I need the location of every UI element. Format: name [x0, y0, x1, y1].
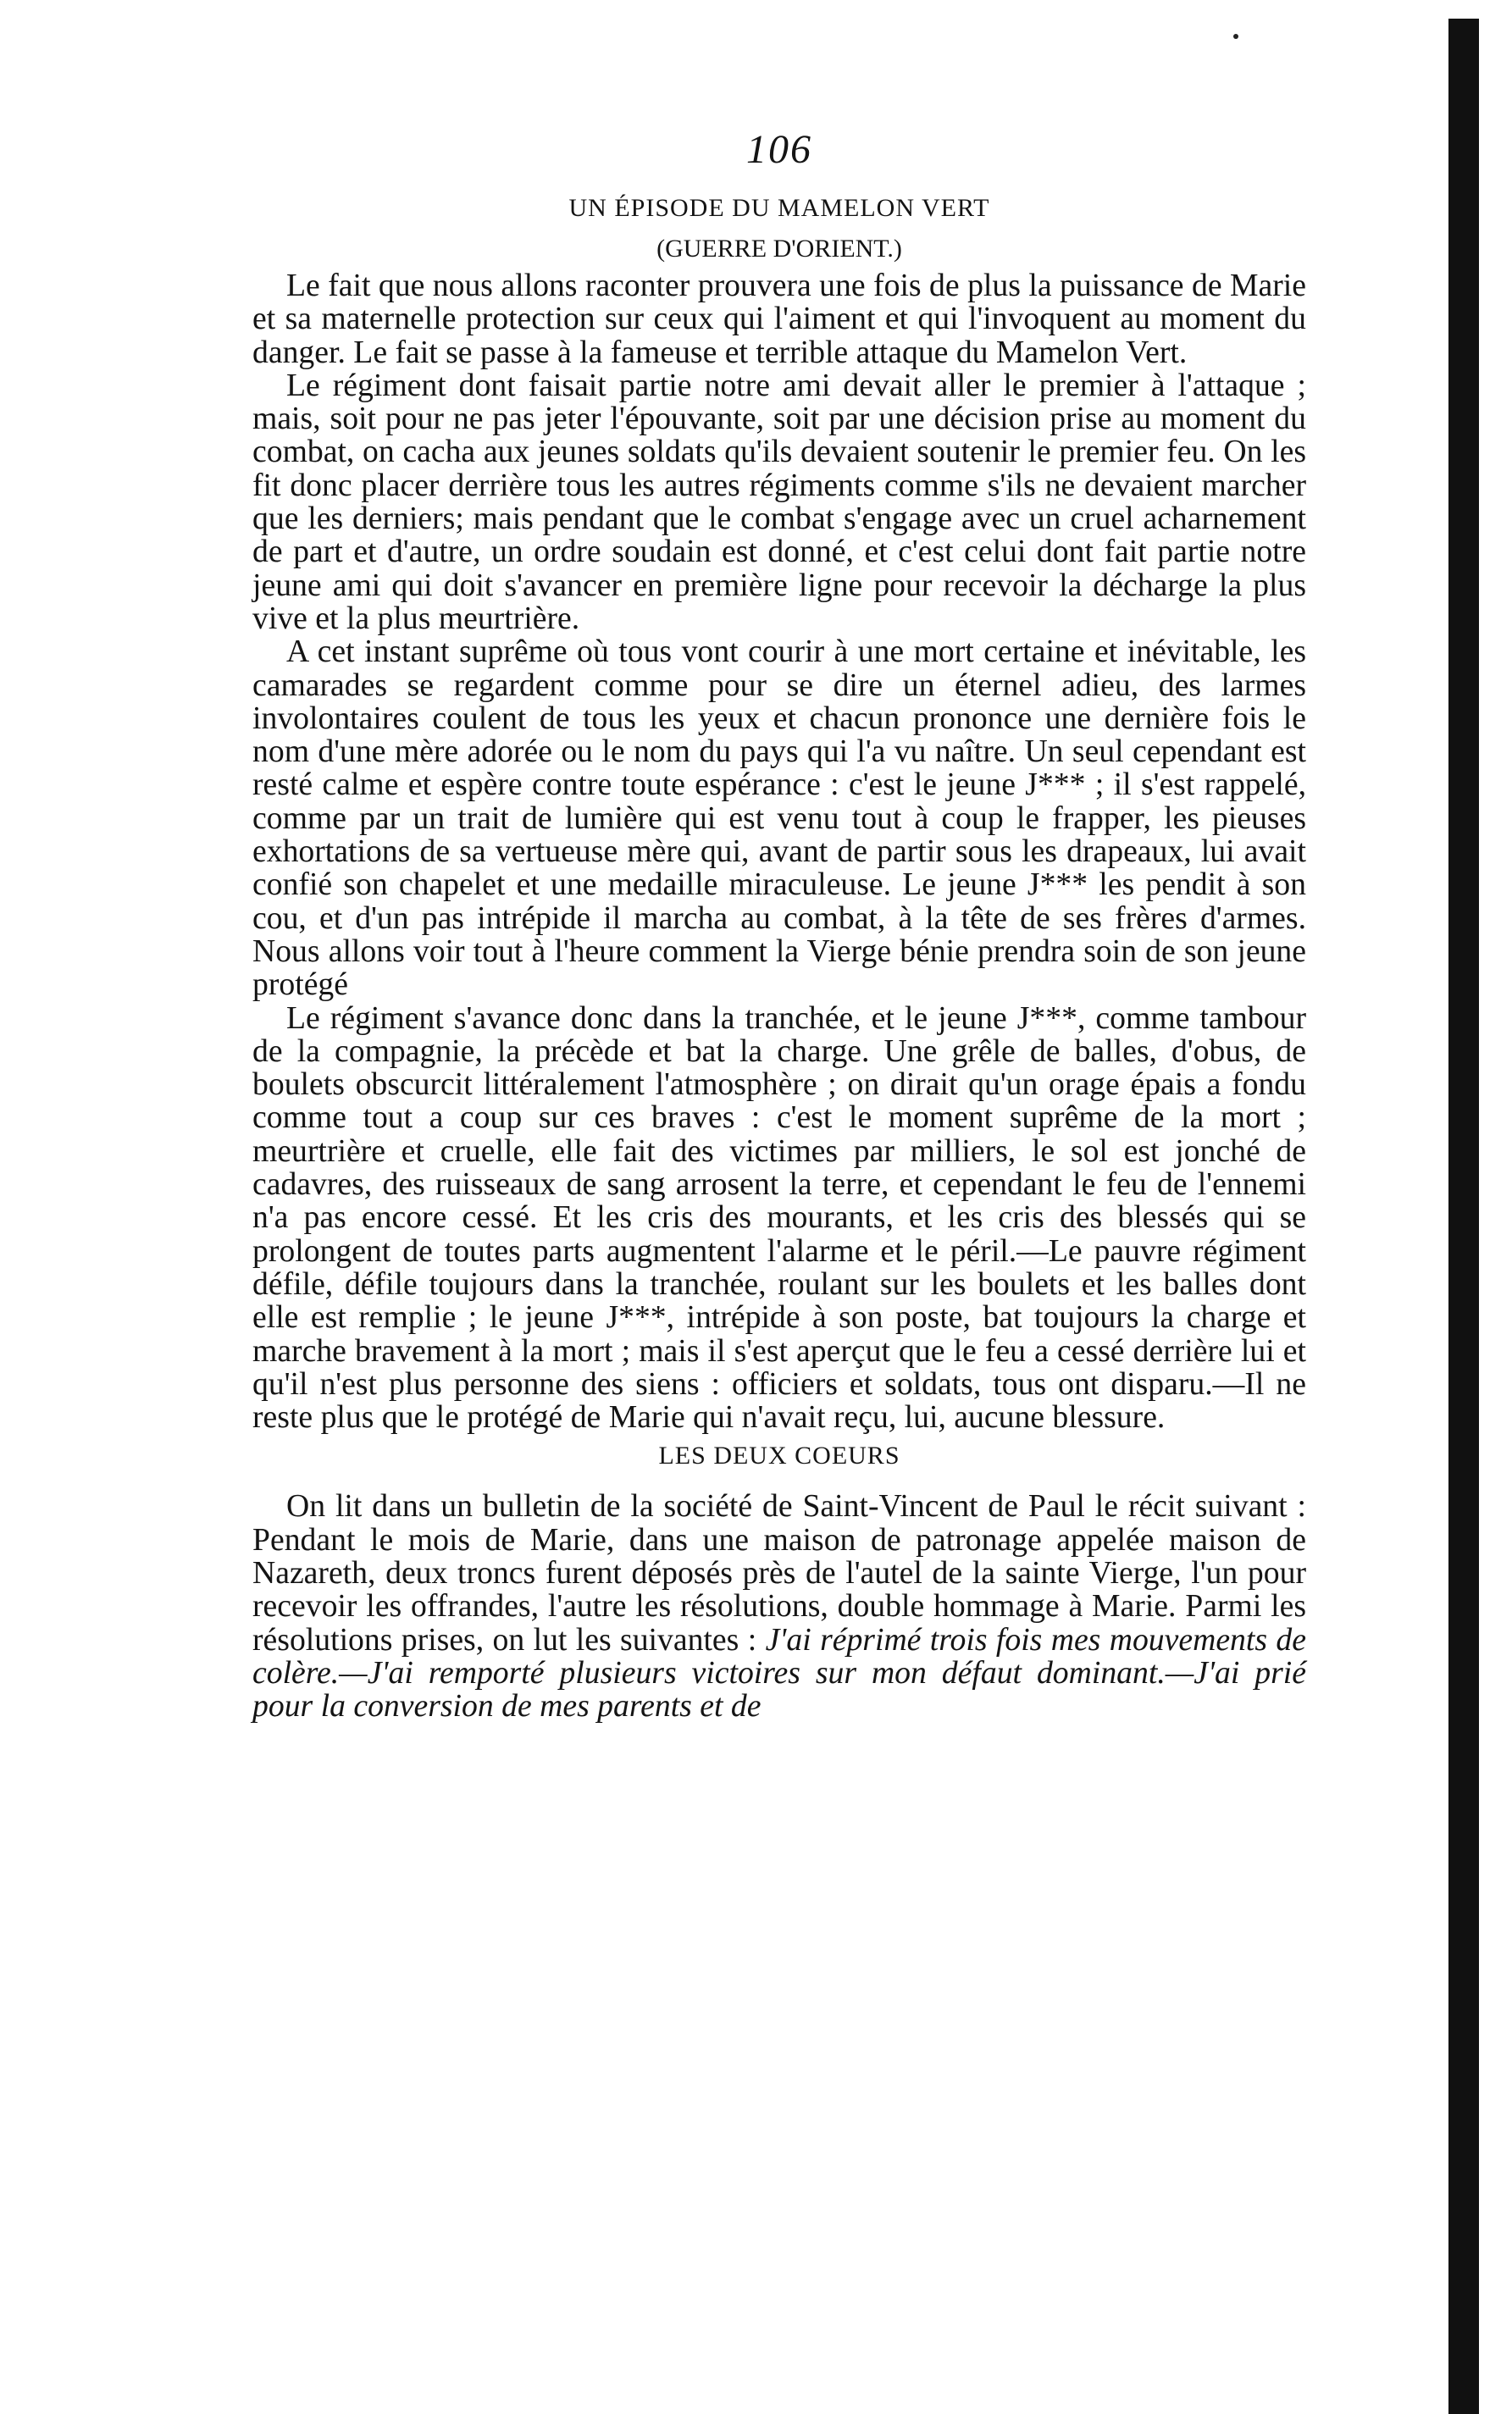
paragraph-5-plain: On lit dans un bulletin de la société de Saint-Vincent de Paul le récit suivant : Pendant le mois de Marie, dans une maison de patronage appelée maison de Nazareth, deux troncs furent déposés près de l'autel de la sainte Vierge, l'un pour recevoir les offrandes, l'autre les résolutions, double hommage à Marie. Parmi les résolutions prises, on lut les suivantes : [252, 1488, 1306, 1658]
article-subtitle: (GUERRE D'ORIENT.) [656, 235, 902, 263]
paragraph-2: Le régiment dont faisait partie notre ami devait aller le premier à l'attaque ; mais, soit pour ne pas jeter l'épouvante, soit par une décision prise au moment du combat, on cacha aux jeunes soldats qu'ils devaient soutenir le premier feu. On les fit donc placer derrière tous les autres régiments comme s'ils ne devaient marcher que les derniers; mais pendant que le combat s'engage avec un cruel acharnement de part et d'autre, un ordre soudain est donné, et c'est celui dont fait partie notre jeune ami qui doit s'avancer en première ligne pour recevoir la décharge la plus vive et la plus meurtrière. [252, 367, 1306, 636]
section-title: LES DEUX COEURS [658, 1442, 900, 1470]
paragraph-3: A cet instant suprême où tous vont courir à une mort certaine et inévitable, les camarades se regardent comme pour se dire un éternel adieu, des larmes involontaires coulent de tous les yeux et chacun prononce une dernière fois le nom d'une mère adorée ou le nom du pays qui l'a vu naître. Un seul cependant est resté calme et espère contre toute espérance : c'est le jeune J*** ; il s'est rappelé, comme par un trait de lumière qui est venu tout à coup le frapper, les pieuses exhortations de sa vertueuse mère qui, avant de partir sous les drapeaux, lui avait confié son chapelet et une medaille miraculeuse. Le jeune J*** les pendit à son cou, et d'un pas intrépide il marcha au combat, à la tête de ses frères d'armes. Nous allons voir tout à l'heure comment la Vierge bénie prendra soin de son jeune protégé [252, 634, 1306, 1003]
article-title: UN ÉPISODE DU MAMELON VERT [568, 194, 990, 222]
paragraph-5 [252, 1490, 1306, 1723]
page-number: 106 [746, 127, 812, 172]
book-page [252, 127, 1306, 1723]
paragraph-1: Le fait que nous allons raconter prouvera une fois de plus la puissance de Marie et sa maternelle protection sur ceux qui l'aiment et qui l'invoquent au moment du danger. Le fait se passe à la fameuse et terrible attaque du Mamelon Vert. [252, 268, 1306, 370]
paragraph-4: Le régiment s'avance donc dans la tranchée, et le jeune J***, comme tambour de la compagnie, la précède et bat la charge. Une grêle de balles, d'obus, de boulets obscurcit littéralement l'atmosphère ; on dirait qu'un orage épais a fondu comme tout a coup sur ces braves : c'est le moment suprême de la mort ; meurtrière et cruelle, elle fait des victimes par milliers, le sol est jonché de cadavres, des ruisseaux de sang arrosent la terre, et cependant le feu de l'ennemi n'a pas encore cessé. Et les cris des mourants, et les cris des blessés qui se prolongent de toutes parts augmentent l'alarme et le péril.—Le pauvre régiment défile, défile toujours dans la tranchée, roulant sur les boulets et les balles dont elle est remplie ; le jeune J***, intrépide à son poste, bat toujours la charge et marche bravement à la mort ; mais il s'est aperçut que le feu a cessé derrière lui et qu'il n'est plus personne des siens : officiers et soldats, tous ont disparu.—Il ne reste plus que le protégé de Marie qui n'avait reçu, lui, aucune blessure. [252, 999, 1306, 1436]
scan-edge-bar [1448, 19, 1479, 2414]
paragraph-5-italic: J'ai réprimé trois fois mes mouvements de colère.—J'ai remporté plusieurs victoires sur mon défaut dominant.—J'ai prié pour la conversion de mes parents et de [252, 1621, 1306, 1725]
scan-speck [1233, 34, 1238, 39]
